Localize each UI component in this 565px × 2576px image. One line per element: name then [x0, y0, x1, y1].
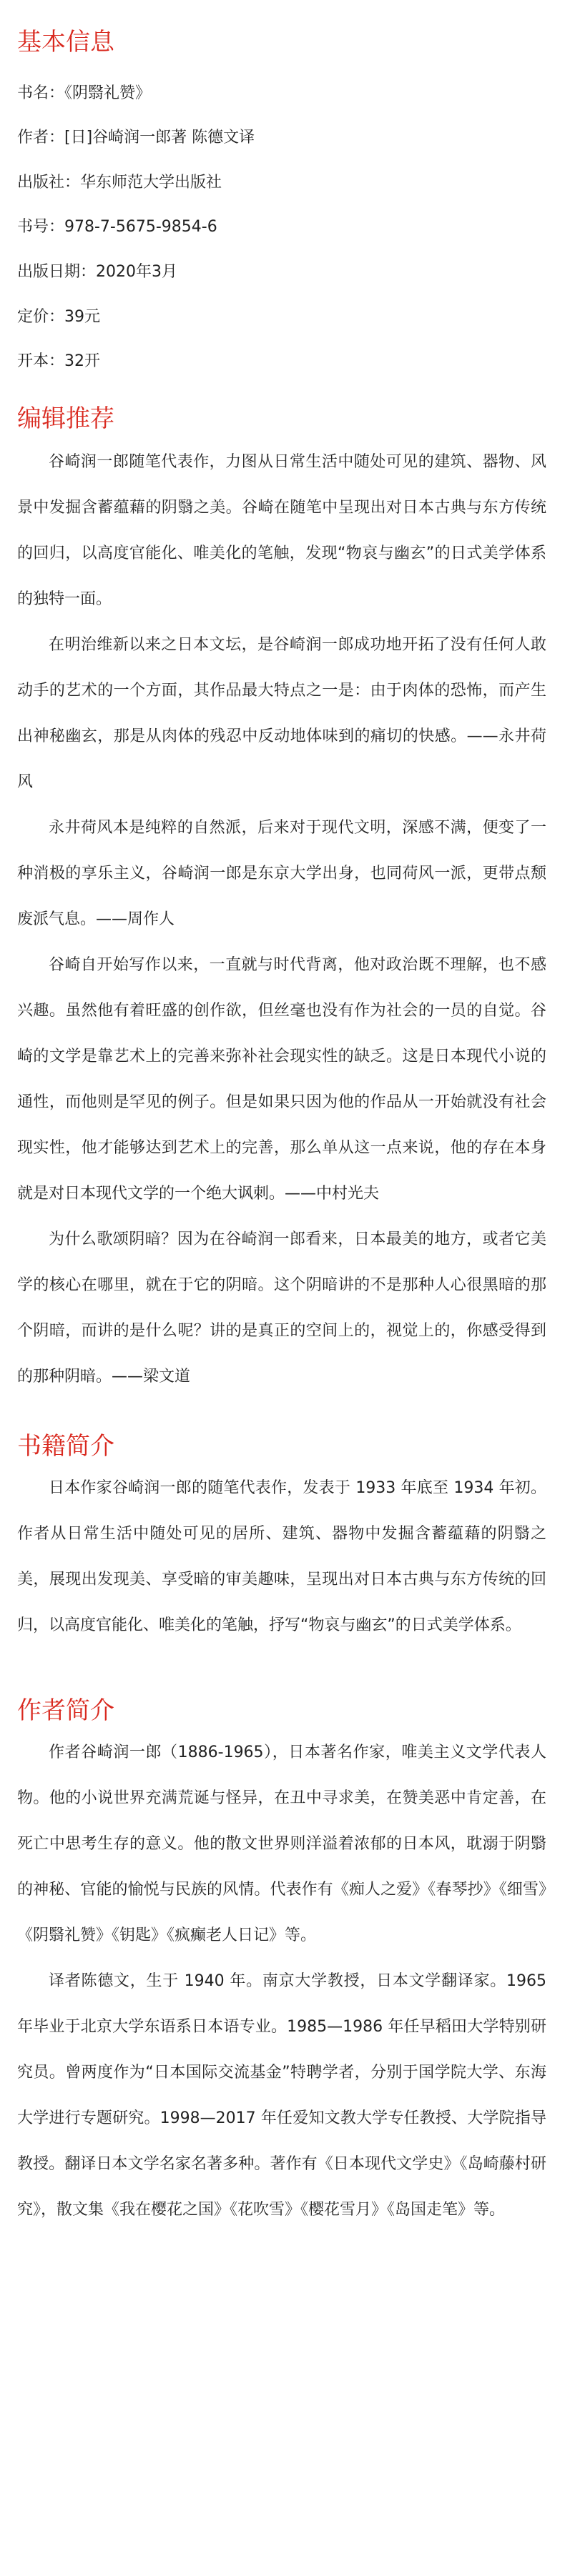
translator-paragraph: 译者陈德文，生于 1940 年。南京大学教授，日本文学翻译家。1965年毕业于北京大学东语系日本语专业。1985—1986 年任早稻田大学特别研究员。曾两度作为“日本国际交流基金”特聘学者，分别于国学院大学、东海大学进行专题研究。1998—2017 年任爱知文教大学专任教授、大学院指导教授。翻译日本文学名家名著多种。著作有《日本现代文学史》《岛崎藤村研究》，散文集《我在樱花之国》《花吹雪》《樱花雪月》《岛国走笔》等。 [17, 1972, 546, 2219]
summary-section [17, 1430, 546, 1648]
basic-info-section [17, 0, 546, 372]
book-publisher: 出版社：华东师范大学出版社 [17, 174, 222, 192]
recommendation-heading: 编辑推荐 [17, 404, 114, 433]
recommendation-section [17, 402, 546, 1400]
author-intro-body [17, 1730, 546, 2233]
author-paragraph: 作者谷崎润一郎（1886-1965），日本著名作家，唯美主义文学代表人物。他的小说世界充满荒诞与怪异，在丑中寻求美，在赞美恶中肯定善，在死亡中思考生存的意义。他的散文世界则洋溢着浓郁的日本风，耽溺于阴翳的神秘、官能的愉悦与民族的风情。代表作有《痴人之爱》《春琴抄》《细雪》《阴翳礼赞》《钥匙》《疯癫老人日记》等。 [17, 1744, 546, 1944]
recommendation-paragraph: 为什么歌颂阴暗？因为在谷崎润一郎看来，日本最美的地方，或者它美学的核心在哪里，就在于它的阴暗。这个阴暗讲的不是那种人心很黑暗的那个阴暗，而讲的是什么呢？讲的是真正的空间上的，视觉上的，你感受得到的那种阴暗。——梁文道 [17, 1230, 546, 1386]
book-pub-date: 出版日期：2020年3月 [17, 263, 177, 281]
summary-heading: 书籍简介 [17, 1432, 114, 1461]
recommendation-paragraph: 永井荷风本是纯粹的自然派，后来对于现代文明，深感不满，便变了一种消极的享乐主义，谷崎润一郎是东京大学出身，也同荷风一派，更带点颓废派气息。——周作人 [17, 819, 546, 928]
summary-paragraph: 日本作家谷崎润一郎的随笔代表作，发表于 1933 年底至 1934 年初。作者从日常生活中随处可见的居所、建筑、器物中发掘含蓄蕴藉的阴翳之美，展现出发现美、享受暗的审美趣味，呈现出对日本古典与东方传统的回归，以高度官能化、唯美化的笔触，抒写“物哀与幽玄”的日式美学体系。 [17, 1479, 546, 1634]
recommendation-paragraph: 谷崎自开始写作以来，一直就与时代背离，他对政治既不理解，也不感兴趣。虽然他有着旺盛的创作欲，但丝毫也没有作为社会的一员的自觉。谷崎的文学是靠艺术上的完善来弥补社会现实性的缺乏。这是日本现代小说的通性，而他则是罕见的例子。但是如果只因为他的作品从一开始就没有社会现实性，他才能够达到艺术上的完善，那么单从这一点来说，他的存在本身就是对日本现代文学的一个绝大讽刺。——中村光夫 [17, 956, 546, 1203]
author-intro-section [17, 1694, 546, 2233]
book-format: 开本：32开 [17, 352, 100, 370]
book-name: 书名：《阴翳礼赞》 [17, 84, 152, 102]
recommendation-paragraph: 谷崎润一郎随笔代表作，力图从日常生活中随处可见的建筑、器物、风景中发掘含蓄蕴藉的阴翳之美。谷崎在随笔中呈现出对日本古典与东方传统的回归，以高度官能化、唯美化的笔触，发现“物哀与幽玄”的日式美学体系的独特一面。 [17, 453, 546, 608]
basic-info-heading: 基本信息 [17, 28, 114, 56]
recommendation-body [17, 439, 546, 1400]
book-price: 定价：39元 [17, 308, 100, 326]
recommendation-paragraph: 在明治维新以来之日本文坛，是谷崎润一郎成功地开拓了没有任何人敢动手的艺术的一个方面，其作品最大特点之一是：由于肉体的恐怖，而产生出神秘幽玄，那是从肉体的残忍中反动地体味到的痛切的快感。——永井荷风 [17, 636, 546, 791]
author-intro-heading: 作者简介 [17, 1696, 114, 1725]
summary-body [17, 1466, 546, 1648]
book-author: 作者：[日]谷崎润一郎著 陈德文译 [17, 129, 255, 146]
book-isbn: 书号：978-7-5675-9854-6 [17, 218, 217, 236]
